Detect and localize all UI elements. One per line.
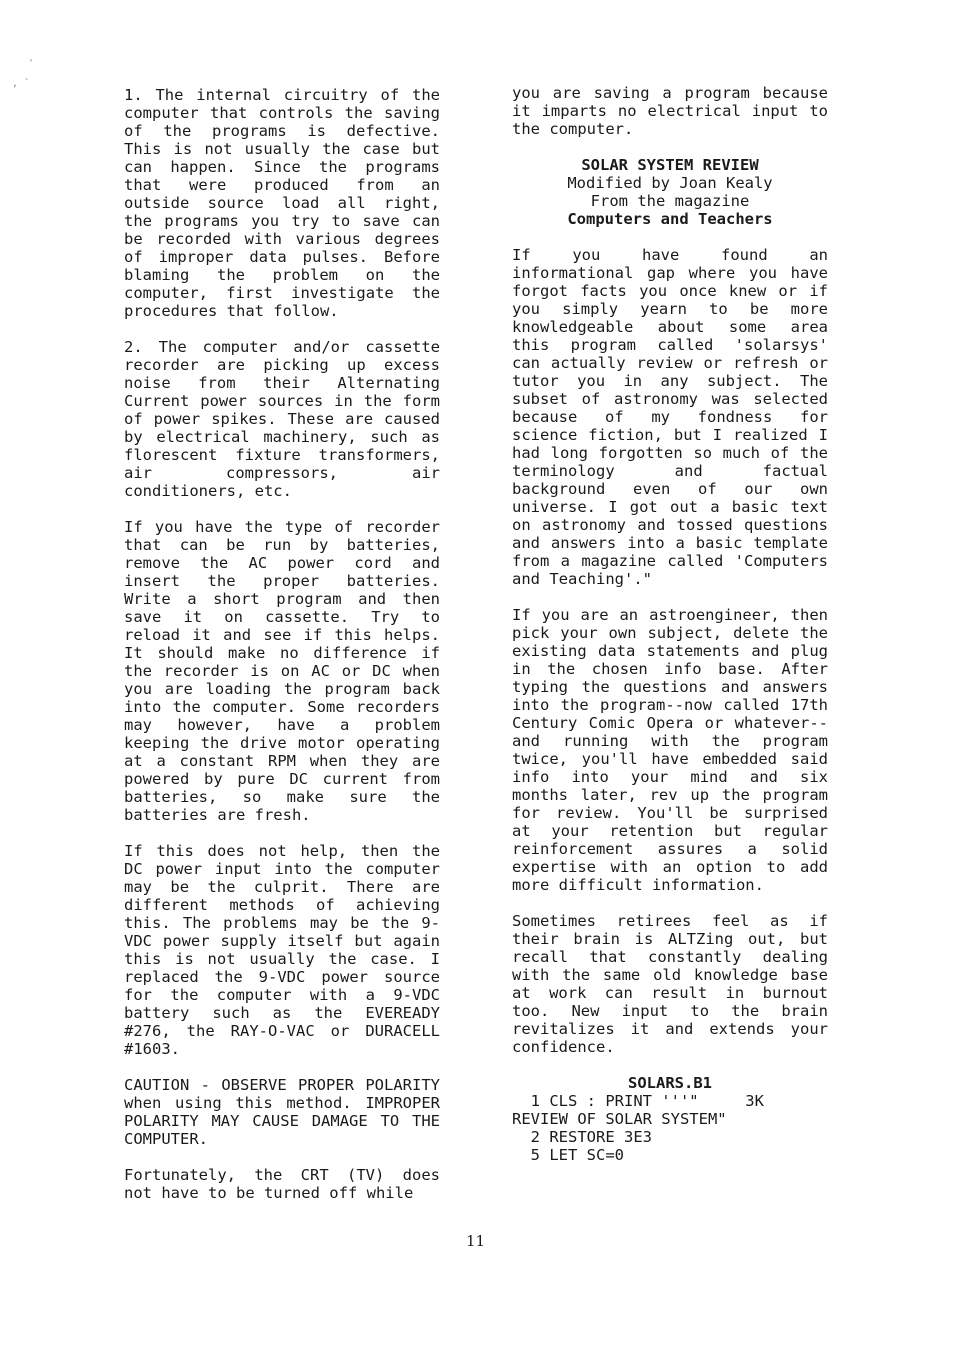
paragraph: Fortunately, the CRT (TV) does not have to be turned off while: [124, 1166, 440, 1202]
caution-paragraph: CAUTION - OBSERVE PROPER POLARITY when using this method. IMPROPER POLARITY MAY CAUSE DAMAGE TO THE COMPUTER.: [124, 1076, 440, 1148]
paragraph: If you have the type of recorder that can be run by batteries, remove the AC power cord and insert the proper batteries. Write a short program and then save it on cassette. Try to reload it and see if this helps. It should make no difference if the recorder is on AC or DC when you are loading the program back into the computer. Some recorders may however, have a problem keeping the drive motor operating at a constant RPM when they are powered by pure DC current from batteries, so make sure the batteries are fresh.: [124, 518, 440, 824]
page-number: 11: [466, 1232, 486, 1250]
paragraph: If you have found an informational gap where you have forgot facts you once knew or if you simply yearn to be more knowledgeable about some area this program called 'solarsys' can actually review or refresh or tutor you in any subject. The subset of astronomy was selected because of my fondness for science fiction, but I realized I had long forgotten so much of the terminology and factual background even of our own universe. I got out a basic text on astronomy and tossed questions and answers into a basic template from a magazine called 'Computers and Teaching'.": [512, 246, 828, 588]
listing-title: SOLARS.B1: [628, 1074, 712, 1092]
right-column: [512, 84, 828, 1164]
scan-speck: ': [28, 58, 35, 69]
listing-line: 5 LET SC=0: [512, 1146, 624, 1164]
paragraph: If this does not help, then the DC power input into the computer may be the culprit. There are different methods of achieving this. The problems may be the 9-VDC power supply itself but again this is not usually the case. I replaced the 9-VDC power source for the computer with a 9-VDC battery such as the EVEREADY #276, the RAY-O-VAC or DURACELL #1603.: [124, 842, 440, 1058]
source-line: From the magazine: [590, 192, 750, 210]
author-line: Modified by Joan Kealy: [567, 174, 773, 192]
article-title: SOLAR SYSTEM REVIEW: [581, 156, 759, 174]
left-column: [124, 86, 440, 1220]
paragraph: you are saving a program because it imparts no electrical input to the computer.: [512, 84, 828, 138]
paragraph: If you are an astroengineer, then pick your own subject, delete the existing data statements and plug in the chosen info base. After typing the questions and answers into the program--now called 17th Century Comic Opera or whatever--and running with the program twice, you'll have embedded said info into your mind and six months later, rev up the program for review. You'll be surprised at your retention but regular reinforcement assures a solid expertise with an option to add more difficult information.: [512, 606, 828, 894]
paragraph: 2. The computer and/or cassette recorder are picking up excess noise from their Alternating Current power sources in the form of power spikes. These are caused by electrical machinery, such as florescent fixture transformers, air compressors, air conditioners, etc.: [124, 338, 440, 500]
listing-line: 1 CLS : PRINT '''" 3K: [512, 1092, 764, 1110]
article-heading: [512, 156, 828, 228]
paragraph: Sometimes retirees feel as if their brain is ALTZing out, but recall that constantly dealing with the same old knowledge base at work can result in burnout too. New input to the brain revitalizes it and extends your confidence.: [512, 912, 828, 1056]
listing-line: 2 RESTORE 3E3: [512, 1128, 652, 1146]
magazine-name: Computers and Teachers: [567, 210, 773, 228]
program-listing: [512, 1092, 828, 1164]
scan-speck: , `: [12, 78, 31, 89]
paragraph: 1. The internal circuitry of the computer that controls the saving of the programs is defective. This is not usually the case but can happen. Since the programs that were produced from an outside source load all right, the programs you try to save can be recorded with various degrees of improper data pulses. Before blaming the problem on the computer, first investigate the procedures that follow.: [124, 86, 440, 320]
listing-line: REVIEW OF SOLAR SYSTEM": [512, 1110, 727, 1128]
